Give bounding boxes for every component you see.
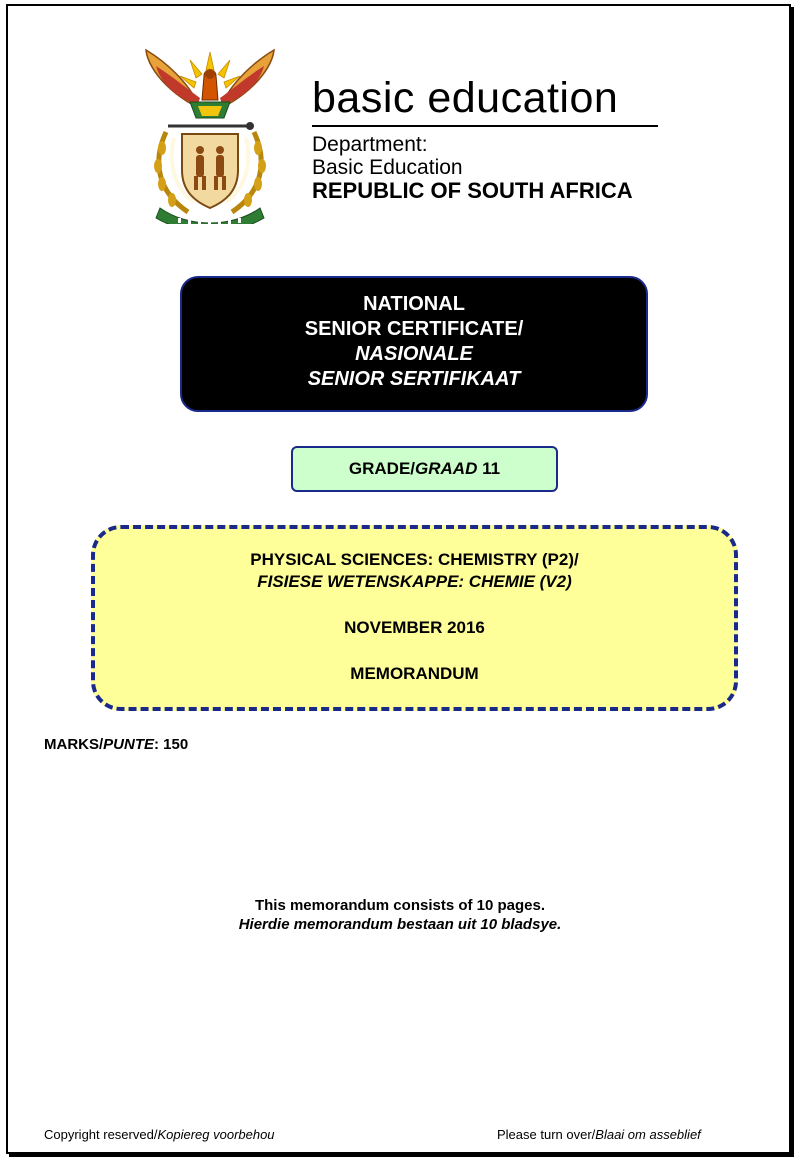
footer-copyright (44, 1127, 275, 1142)
certificate-line2: SENIOR CERTIFICATE/ (304, 318, 524, 340)
brand-divider (312, 125, 658, 127)
grade-prefix: GRADE/ (348, 459, 416, 478)
marks-line (44, 736, 188, 753)
certificate-line1: NATIONAL (363, 293, 465, 315)
page-count-note (0, 896, 800, 934)
footer-turn-over (497, 1127, 701, 1142)
certificate-banner (180, 276, 648, 412)
country-name: REPUBLIC OF SOUTH AFRICA (312, 178, 633, 203)
copyright-en: Copyright reserved/ (44, 1127, 158, 1142)
subject-english: PHYSICAL SCIENCES: CHEMISTRY (P2)/ (250, 550, 579, 569)
marks-label-en: MARKS/ (44, 736, 104, 753)
subject-afrikaans: FISIESE WETENSKAPPE: CHEMIE (V2) (257, 572, 572, 591)
grade-afrikaans: GRAAD (415, 459, 478, 478)
certificate-line3: NASIONALE (355, 343, 473, 365)
department-name: Basic Education (312, 156, 463, 179)
south-african-coat-of-arms-icon (138, 42, 282, 224)
department-block (312, 133, 633, 202)
department-label: Department: (312, 133, 428, 156)
marks-label-af: PUNTE (103, 736, 155, 753)
grade-number: 11 (482, 459, 501, 478)
subject-box (91, 525, 738, 711)
turn-over-en: Please turn over/ (497, 1127, 596, 1142)
copyright-af: Kopiereg voorbehou (157, 1127, 275, 1142)
brand-logotype (312, 72, 618, 124)
brand-title: basic education (312, 74, 619, 122)
grade-box (291, 446, 558, 492)
marks-value: : 150 (154, 736, 189, 753)
document-type: MEMORANDUM (350, 664, 479, 683)
turn-over-af: Blaai om asseblief (595, 1127, 701, 1142)
exam-date: NOVEMBER 2016 (344, 618, 485, 637)
page-count-english: This memorandum consists of 10 pages. (254, 897, 546, 914)
certificate-line4: SENIOR SERTIFIKAAT (307, 368, 521, 390)
page-count-afrikaans: Hierdie memorandum bestaan uit 10 bladsye. (238, 916, 562, 933)
